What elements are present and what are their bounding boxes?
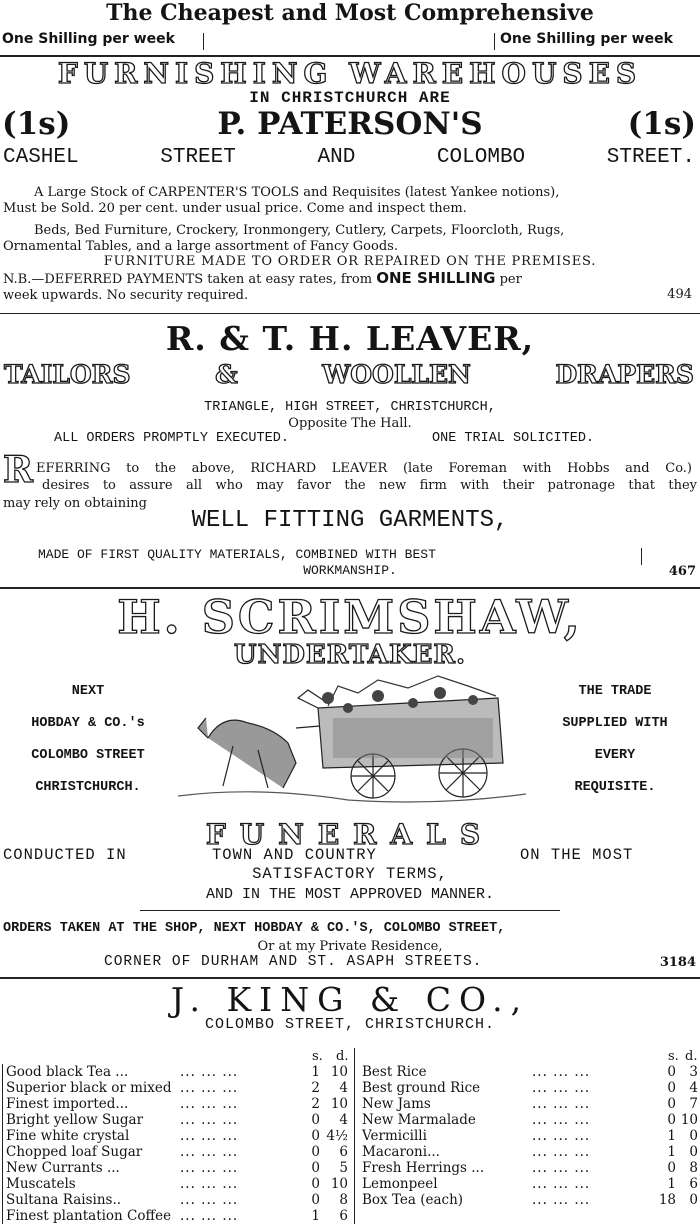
right-header-s: s. — [668, 1049, 679, 1064]
divider — [0, 313, 700, 314]
paterson-para2-line1: Beds, Bed Furniture, Crockery, Ironmongery, Cutlery, Carpets, Floorcloth, Rugs, — [34, 223, 565, 238]
leader-dots: ... ... ... — [532, 1176, 591, 1192]
price-s: 1 — [311, 1064, 320, 1080]
list-item — [362, 1080, 480, 1096]
scrimshaw-right-1: THE TRADE — [578, 684, 652, 699]
leader-dots: ... ... ... — [180, 1160, 239, 1176]
paterson-para1-line2: Must be Sold. 20 per cent. under usual price. Come and inspect them. — [3, 201, 467, 216]
price-s: 1 — [667, 1128, 676, 1144]
right-note-bar — [494, 33, 495, 50]
item-name: Chopped loaf Sugar — [6, 1144, 143, 1160]
paterson-price-left: (1s) — [2, 106, 71, 142]
divider — [0, 977, 700, 979]
leaver-workmanship: WORKMANSHIP. — [303, 563, 397, 578]
price-d: 8 — [339, 1192, 348, 1208]
leader-dots: ... ... ... — [532, 1096, 591, 1112]
right-note: One Shilling per week — [500, 31, 673, 47]
price-d: 5 — [339, 1160, 348, 1176]
king-name: J. KING & CO., — [170, 980, 530, 1019]
leader-dots: ... ... ... — [180, 1064, 239, 1080]
list-item — [362, 1128, 427, 1144]
scrimshaw-corner: CORNER OF DURHAM AND ST. ASAPH STREETS. — [104, 954, 483, 970]
item-name: Fresh Herrings ... — [362, 1160, 485, 1176]
paterson-name: P. PATERSON'S — [217, 106, 483, 142]
price-s: 1 — [311, 1208, 320, 1224]
list-item — [6, 1080, 172, 1096]
price-s: 0 — [667, 1064, 676, 1080]
item-name: Vermicilli — [362, 1128, 427, 1144]
list-item — [6, 1176, 76, 1192]
scrimshaw-trade: UNDERTAKER. — [233, 640, 467, 670]
price-d: 4½ — [326, 1128, 348, 1144]
left-note: One Shilling per week — [2, 31, 175, 47]
item-name: Muscatels — [6, 1176, 76, 1192]
item-name: Finest plantation Coffee — [6, 1208, 172, 1224]
scrimshaw-right-3: EVERY — [594, 748, 636, 763]
hearse-illustration — [178, 668, 526, 808]
scrimshaw-left-3: COLOMBO STREET — [31, 748, 145, 763]
divider — [140, 910, 560, 911]
paterson-ad-number: 494 — [667, 287, 692, 302]
price-s: 0 — [311, 1112, 320, 1128]
leaver-trade: TAILORS & WOOLLEN DRAPERS — [4, 360, 694, 389]
scrimshaw-left-2: HOBDAY & CO.'s — [31, 716, 145, 731]
price-s: 18 — [658, 1192, 676, 1208]
leader-dots: ... ... ... — [180, 1112, 239, 1128]
left-header-s: s. — [312, 1049, 323, 1064]
price-s: 0 — [311, 1160, 320, 1176]
price-s: 0 — [311, 1128, 320, 1144]
scrimshaw-left-4: CHRISTCHURCH. — [35, 780, 141, 795]
leader-dots: ... ... ... — [532, 1192, 591, 1208]
leader-dots: ... ... ... — [532, 1064, 591, 1080]
leader-dots: ... ... ... — [532, 1080, 591, 1096]
paterson-subtitle: IN CHRISTCHURCH ARE — [249, 89, 451, 107]
list-item — [6, 1112, 143, 1128]
scrimshaw-left-1: NEXT — [71, 684, 105, 699]
leader-dots: ... ... ... — [180, 1192, 239, 1208]
item-name: Macaroni... — [362, 1144, 440, 1160]
scrimshaw-name: H. SCRIMSHAW, — [117, 590, 583, 644]
list-item — [6, 1208, 171, 1224]
paterson-deferred — [3, 271, 522, 287]
left-column-bar — [2, 1064, 3, 1224]
leader-dots: ... ... ... — [532, 1112, 591, 1128]
leader-dots: ... ... ... — [532, 1160, 591, 1176]
item-name: Fine white crystal — [6, 1128, 130, 1144]
list-item — [6, 1192, 121, 1208]
leader-dots: ... ... ... — [180, 1096, 239, 1112]
leaver-opposite: Opposite The Hall. — [288, 416, 412, 431]
item-name: Best Rice — [362, 1064, 427, 1080]
price-d: 4 — [339, 1080, 348, 1096]
list-item — [362, 1112, 476, 1128]
item-name: Good black Tea ... — [6, 1064, 129, 1080]
leaver-materials: MADE OF FIRST QUALITY MATERIALS, COMBINED WITH BEST — [38, 547, 436, 562]
item-name: Bright yellow Sugar — [6, 1112, 144, 1128]
paterson-para1-line1: A Large Stock of CARPENTER'S TOOLS and Requisites (latest Yankee notions), — [34, 185, 560, 200]
item-name: Box Tea (each) — [362, 1192, 464, 1208]
scrimshaw-residence: Or at my Private Residence, — [257, 939, 443, 954]
price-d: 0 — [689, 1144, 698, 1160]
paterson-address: CASHEL STREET AND COLOMBO STREET. — [3, 146, 695, 169]
leaver-address: TRIANGLE, HIGH STREET, CHRISTCHURCH, — [204, 400, 496, 415]
leaver-name: R. & T. H. LEAVER, — [165, 319, 535, 358]
price-d: 10 — [330, 1064, 348, 1080]
price-s: 0 — [667, 1080, 676, 1096]
price-s: 2 — [311, 1080, 320, 1096]
king-address: COLOMBO STREET, CHRISTCHURCH. — [204, 1016, 496, 1033]
price-d: 6 — [339, 1208, 348, 1224]
right-header-d: d. — [685, 1049, 698, 1064]
price-d: 0 — [689, 1192, 698, 1208]
scrimshaw-conducted-1: CONDUCTED IN — [3, 846, 127, 864]
scrimshaw-ad-number: 3184 — [659, 955, 696, 970]
item-name: Sultana Raisins.. — [6, 1192, 122, 1208]
price-d: 4 — [689, 1080, 698, 1096]
paterson-price-right: (1s) — [627, 106, 696, 142]
price-d: 6 — [689, 1176, 698, 1192]
scrimshaw-conducted-3: ON THE MOST — [520, 846, 634, 864]
list-item — [362, 1192, 463, 1208]
price-s: 1 — [667, 1176, 676, 1192]
paterson-para2-line2: Ornamental Tables, and a large assortment of Fancy Goods. — [3, 239, 398, 254]
item-name: New Currants ... — [6, 1160, 120, 1176]
list-item — [362, 1176, 438, 1192]
list-item — [6, 1064, 128, 1080]
list-item — [6, 1144, 142, 1160]
price-d: 10 — [680, 1112, 698, 1128]
price-s: 1 — [667, 1144, 676, 1160]
list-item — [6, 1096, 128, 1112]
item-name: Finest imported... — [6, 1096, 129, 1112]
leader-dots: ... ... ... — [180, 1080, 239, 1096]
left-header-d: d. — [336, 1049, 349, 1064]
leader-dots: ... ... ... — [180, 1208, 239, 1224]
paterson-furniture-line: FURNITURE MADE TO ORDER OR REPAIRED ON THE PREMISES. — [103, 254, 597, 269]
leaver-para-line1: EFERRING to the above, RICHARD LEAVER (late Foreman with Hobbs and Co.) — [36, 461, 692, 476]
headline: The Cheapest and Most Comprehensive — [106, 0, 594, 26]
price-d: 7 — [689, 1096, 698, 1112]
price-d: 6 — [339, 1144, 348, 1160]
price-d: 0 — [689, 1128, 698, 1144]
leader-dots: ... ... ... — [180, 1128, 239, 1144]
price-d: 10 — [330, 1096, 348, 1112]
leaver-ad-number: 467 — [668, 564, 696, 579]
item-name: Superior black or mixed — [6, 1080, 172, 1096]
item-name: New Marmalade — [362, 1112, 476, 1128]
deferred-per: per — [499, 272, 522, 287]
leader-dots: ... ... ... — [180, 1176, 239, 1192]
scrimshaw-right-2: SUPPLIED WITH — [562, 716, 668, 731]
leaver-drop-cap: R — [3, 449, 33, 491]
leader-dots: ... ... ... — [532, 1128, 591, 1144]
leader-dots: ... ... ... — [180, 1144, 239, 1160]
item-name: Lemonpeel — [362, 1176, 438, 1192]
price-s: 0 — [667, 1096, 676, 1112]
item-name: Best ground Rice — [362, 1080, 481, 1096]
price-s: 0 — [311, 1144, 320, 1160]
scrimshaw-right-4: REQUISITE. — [574, 780, 656, 795]
scrimshaw-conducted-2: TOWN AND COUNTRY — [212, 846, 377, 864]
price-d: 3 — [689, 1064, 698, 1080]
price-s: 0 — [667, 1160, 676, 1176]
scrimshaw-terms: SATISFACTORY TERMS, — [252, 865, 448, 883]
item-name: New Jams — [362, 1096, 431, 1112]
left-note-bar — [203, 33, 204, 50]
leaver-para-line2: desires to assure all who may favor the new firm with their patronage that they — [42, 478, 697, 493]
leaver-orders: ALL ORDERS PROMPTLY EXECUTED. — [54, 431, 289, 446]
deferred-bold: ONE SHILLING — [376, 269, 496, 287]
price-s: 2 — [311, 1096, 320, 1112]
divider — [0, 587, 700, 589]
middle-column-bar — [354, 1048, 355, 1224]
list-item — [362, 1096, 431, 1112]
leader-dots: ... ... ... — [532, 1144, 591, 1160]
paterson-week-line: week upwards. No security required. — [3, 288, 249, 303]
price-s: 0 — [311, 1176, 320, 1192]
list-item — [6, 1160, 120, 1176]
paterson-title: FURNISHING WAREHOUSES — [57, 57, 643, 90]
leaver-para-line3: may rely on obtaining — [3, 496, 147, 511]
leaver-garments: WELL FITTING GARMENTS, — [191, 507, 509, 534]
deferred-text: N.B.—DEFERRED PAYMENTS taken at easy rates, from — [3, 272, 373, 287]
price-s: 0 — [667, 1112, 676, 1128]
leaver-trial: ONE TRIAL SOLICITED. — [432, 431, 595, 446]
list-item — [362, 1144, 440, 1160]
scrimshaw-orders: ORDERS TAKEN AT THE SHOP, NEXT HOBDAY & CO.'S, COLOMBO STREET, — [3, 921, 506, 936]
list-item — [6, 1128, 129, 1144]
list-item — [362, 1160, 484, 1176]
price-s: 0 — [311, 1192, 320, 1208]
price-d: 8 — [689, 1160, 698, 1176]
list-item — [362, 1064, 427, 1080]
price-d: 10 — [330, 1176, 348, 1192]
scrimshaw-funerals: FUNERALS — [205, 818, 495, 851]
scrimshaw-manner: AND IN THE MOST APPROVED MANNER. — [205, 886, 495, 903]
price-d: 4 — [339, 1112, 348, 1128]
